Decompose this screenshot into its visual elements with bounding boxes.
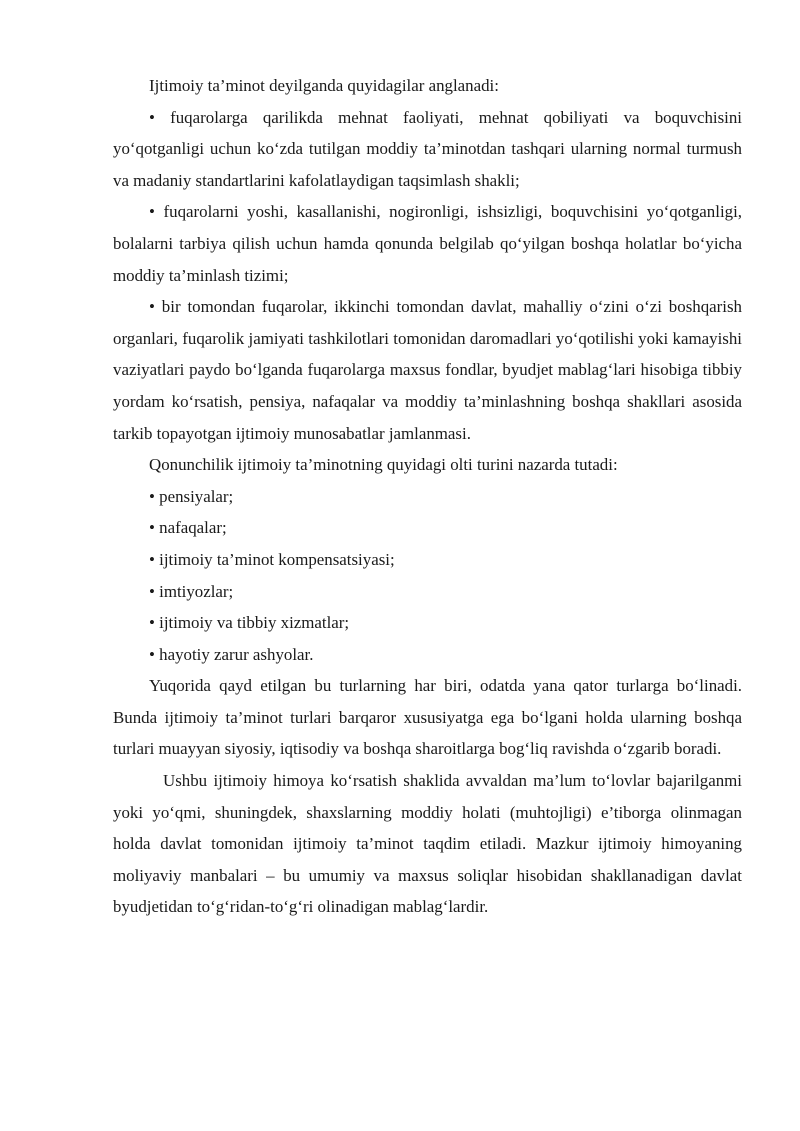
definition-bullet-3: • bir tomondan fuqarolar, ikkinchi tomondan davlat, mahalliy o‘zini o‘zi boshqarish organlari, fuqarolik jamiyati tashkilotlari tomonidan daromadlari yo‘qotilishi yoki kamayishi vaziyatlari paydo bo‘lganda fuqarolarga maxsus fondlar, byudjet mablag‘lari hisobiga tibbiy yordam ko‘rsatish, pensiya, nafaqalar va moddiy ta’minlashning boshqa shakllari asosida tarkib topayotgan ijtimoiy munosabatlar jamlanmasi. [113, 297, 742, 443]
type-item-essentials: • hayotiy zarur ashyolar. [149, 644, 314, 664]
funding-paragraph: Ushbu ijtimoiy himoya ko‘rsatish shaklida avvaldan ma’lum to‘lovlar bajarilganmi yoki yo‘qmi, shuningdek, shaxslarning moddiy holati (muhtojligi) e’tiborga olinmagan holda davlat tomonidan ijtimoiy ta’minot taqdim etiladi. Mazkur ijtimoiy himoyaning moliyaviy manbalari – bu umumiy va maxsus soliqlar hisobidan shakllanadigan davlat byudjetidan to‘g‘ridan-to‘g‘ri olinadigan mablag‘lardir. [113, 771, 742, 917]
type-item-compensation: • ijtimoiy ta’minot kompensatsiyasi; [149, 549, 395, 569]
document-page [113, 70, 742, 923]
types-intro-paragraph: Qonunchilik ijtimoiy ta’minotning quyidagi olti turini nazarda tutadi: [149, 455, 618, 475]
type-item-services: • ijtimoiy va tibbiy xizmatlar; [149, 613, 350, 633]
definition-bullet-1: • fuqarolarga qarilikda mehnat faoliyati, mehnat qobiliyati va boquvchisini yo‘qotganligi uchun ko‘zda tutilgan moddiy ta’minotdan tashqari ularning normal turmush va madaniy standartlarini kafolatlaydigan taqsimlash shakli; [113, 107, 742, 190]
intro-paragraph: Ijtimoiy ta’minot deyilganda quyidagilar anglanadi: [149, 76, 499, 95]
subdivision-paragraph: Yuqorida qayd etilgan bu turlarning har biri, odatda yana qator turlarga bo‘linadi. Bunda ijtimoiy ta’minot turlari barqaror xususiyatga ega bo‘lgani holda ularning boshqa turlari muayyan siyosiy, iqtisodiy va boshqa sharoitlarga bog‘liq ravishda o‘zgarib boradi. [113, 676, 742, 759]
type-item-allowances: • nafaqalar; [149, 518, 227, 538]
type-item-pensions: • pensiyalar; [149, 486, 234, 506]
type-item-privileges: • imtiyozlar; [149, 581, 234, 601]
definition-bullet-2: • fuqarolarni yoshi, kasallanishi, nogironligi, ishsizligi, boquvchisini yo‘qotganligi, bolalarni tarbiya qilish uchun hamda qonunda belgilab qo‘yilgan boshqa holatlar bo‘yicha moddiy ta’minlash tizimi; [113, 202, 742, 285]
